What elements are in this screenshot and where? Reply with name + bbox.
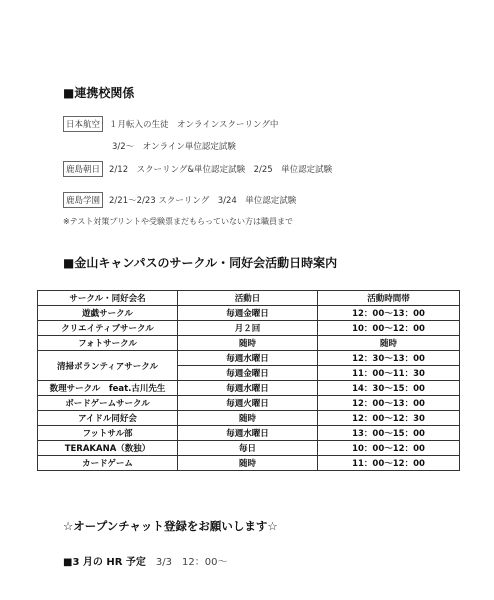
cell-name: TERAKANA（数独） xyxy=(38,441,178,456)
renkei-row-1-text: １月転入の生徒 オンラインスクーリング中 xyxy=(109,120,279,130)
table-row xyxy=(38,426,460,441)
table-row xyxy=(38,306,460,321)
column-header-time: 活動時間帯 xyxy=(318,291,460,306)
renkei-row-4 xyxy=(63,192,296,208)
column-header-day: 活動日 xyxy=(178,291,318,306)
cell-time: 13：00～15：00 xyxy=(318,426,460,441)
renkei-row-4-text: 2/21～2/23 スクーリング 3/24 単位認定試験 xyxy=(109,196,297,206)
school-tag-kashima-gakuen: 鹿島学園 xyxy=(63,192,103,208)
cell-name: カードゲーム xyxy=(38,456,178,471)
cell-time: 随時 xyxy=(318,336,460,351)
cell-name: クリエイティブサークル xyxy=(38,321,178,336)
renkei-row-3 xyxy=(63,161,332,177)
cell-name: 数理サークル feat.古川先生 xyxy=(38,381,178,396)
cell-time: 12：00～13：00 xyxy=(318,306,460,321)
table-row xyxy=(38,321,460,336)
cell-day: 毎週金曜日 xyxy=(178,366,318,381)
cell-time: 10：00～12：00 xyxy=(318,321,460,336)
table-row xyxy=(38,351,460,366)
cell-day: 毎週水曜日 xyxy=(178,351,318,366)
cell-time: 12：30～13：00 xyxy=(318,351,460,366)
cell-day: 随時 xyxy=(178,336,318,351)
cell-name: アイドル同好会 xyxy=(38,411,178,426)
cell-day: 毎週水曜日 xyxy=(178,381,318,396)
table-row xyxy=(38,336,460,351)
school-tag-kashima-asahi: 鹿島朝日 xyxy=(63,161,103,177)
cell-time: 12：00～12：30 xyxy=(318,411,460,426)
cell-day: 随時 xyxy=(178,456,318,471)
table-header-row xyxy=(38,291,460,306)
table-row xyxy=(38,381,460,396)
renkei-row-2-text: 3/2～ オンライン単位認定試験 xyxy=(112,142,236,152)
circle-heading: ■金山キャンパスのサークル・同好会活動日時案内 xyxy=(63,256,338,270)
cell-name: フットサル部 xyxy=(38,426,178,441)
cell-day: 毎週火曜日 xyxy=(178,396,318,411)
cell-name: ボードゲームサークル xyxy=(38,396,178,411)
cell-time: 12：00～13：00 xyxy=(318,396,460,411)
cell-day: 随時 xyxy=(178,411,318,426)
cell-time: 14：30～15：00 xyxy=(318,381,460,396)
table-row xyxy=(38,411,460,426)
cell-time: 11：00～11：30 xyxy=(318,366,460,381)
table-row xyxy=(38,396,460,411)
cell-name: 清掃ボランティアサークル xyxy=(38,351,178,381)
cell-name: フォトサークル xyxy=(38,336,178,351)
cell-day: 月２回 xyxy=(178,321,318,336)
renkei-row-2 xyxy=(112,140,236,152)
cell-name: 遊戯サークル xyxy=(38,306,178,321)
openchat-notice: ☆オープンチャット登録をお願いします☆ xyxy=(63,519,278,533)
school-tag-nihon-koku: 日本航空 xyxy=(63,116,103,132)
table-row xyxy=(38,441,460,456)
circle-schedule-table xyxy=(37,290,460,471)
cell-time: 10：00～12：00 xyxy=(318,441,460,456)
cell-time: 11：00～12：00 xyxy=(318,456,460,471)
renkei-heading: ■連携校関係 xyxy=(63,86,135,100)
table-row xyxy=(38,456,460,471)
column-header-name: サークル・同好会名 xyxy=(38,291,178,306)
hr-label: ■3 月の HR 予定 xyxy=(63,557,146,568)
renkei-row-1 xyxy=(63,116,278,132)
hr-date: 3/3 12：00～ xyxy=(155,557,228,568)
renkei-row-3-text: 2/12 スクーリング&単位認定試験 2/25 単位認定試験 xyxy=(109,165,333,175)
renkei-note: ※テスト対策プリントや受験票まだもらっていない方は職員まで xyxy=(63,217,294,226)
cell-day: 毎週水曜日 xyxy=(178,426,318,441)
cell-day: 毎週金曜日 xyxy=(178,306,318,321)
cell-day: 毎日 xyxy=(178,441,318,456)
hr-schedule xyxy=(63,553,227,568)
